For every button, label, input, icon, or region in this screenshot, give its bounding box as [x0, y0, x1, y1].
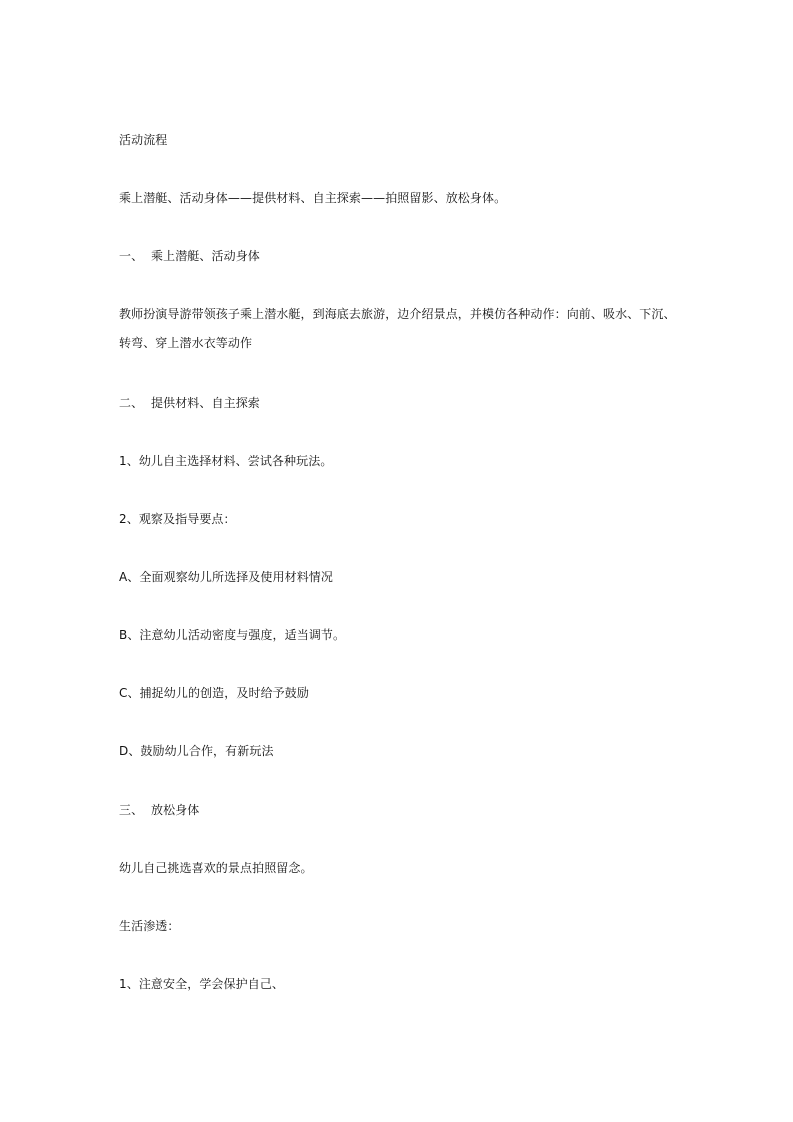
section-1-body: 教师扮演导游带领孩子乘上潜水艇，到海底去旅游，边介绍景点，并模仿各种动作：向前、吸水、下沉、转弯、穿上潜水衣等动作: [119, 307, 676, 350]
doc-summary: 乘上潜艇、活动身体——提供材料、自主探索——拍照留影、放松身体。: [119, 191, 507, 205]
section-1-heading: [119, 249, 679, 263]
section-3-body: 幼儿自己挑选喜欢的景点拍照留念。: [119, 861, 313, 875]
life-item-1: 1、注意安全，学会保护自己、: [119, 977, 285, 991]
section-2-item-2: 2、观察及指导要点：: [119, 512, 236, 526]
section-3-heading: [119, 803, 679, 817]
section-2-title: 提供材料、自主探索: [151, 396, 260, 410]
doc-title: 活动流程: [119, 133, 168, 147]
section-2-point-c: C、捕捉幼儿的创造，及时给予鼓励: [119, 686, 309, 700]
section-2-item-1: 1、幼儿自主选择材料、尝试各种玩法。: [119, 454, 333, 468]
section-1-number: 一、: [119, 249, 144, 263]
section-3-number: 三、: [119, 803, 144, 817]
section-3-title: 放松身体: [151, 803, 200, 817]
section-2-heading: [119, 396, 679, 410]
section-2-number: 二、: [119, 396, 144, 410]
section-2-point-a: A、全面观察幼儿所选择及使用材料情况: [119, 570, 334, 584]
life-heading: 生活渗透：: [119, 919, 180, 933]
section-1-title: 乘上潜艇、活动身体: [151, 249, 260, 263]
section-2-point-d: D、鼓励幼儿合作，有新玩法: [119, 744, 274, 758]
section-2-point-b: B、注意幼儿活动密度与强度，适当调节。: [119, 628, 346, 642]
